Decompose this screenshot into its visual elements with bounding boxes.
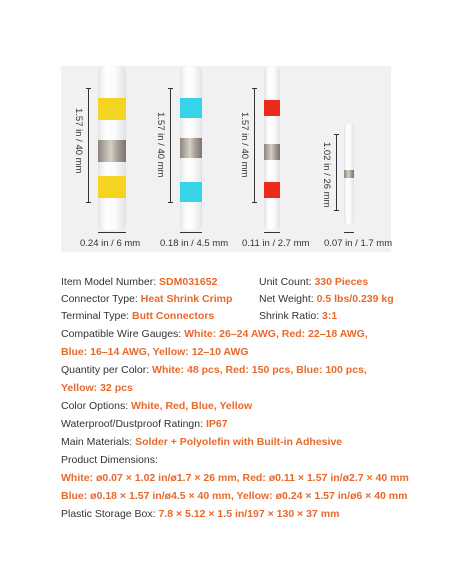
spec-quantity-cont: Yellow: 32 pcs	[61, 382, 133, 394]
spec-product-dimensions: Product Dimensions:	[61, 454, 158, 466]
red-length-tick-top	[252, 88, 257, 89]
blue-band-top	[180, 98, 202, 118]
blue-length-tick-bottom	[168, 202, 173, 203]
yellow-length-line	[88, 88, 89, 202]
spec-color-options: Color Options: White, Red, Blue, Yellow	[61, 400, 253, 412]
spec-wire-gauges: Compatible Wire Gauges: White: 26–24 AWG, Red: 22–18 AWG,	[61, 328, 368, 340]
spec-wire-gauges-cont: Blue: 16–14 AWG, Yellow: 12–10 AWG	[61, 346, 249, 358]
white-length-tick-bottom	[334, 210, 339, 211]
spec-product-dimensions-2: Blue: ø0.18 × 1.57 in/ø4.5 × 40 mm, Yellow: ø0.24 × 1.57 in/ø6 × 40 mm	[61, 490, 408, 502]
yellow-length-tick-bottom	[86, 202, 91, 203]
solder-ring	[264, 144, 280, 160]
red-diameter-line	[264, 232, 280, 233]
white-connector	[344, 124, 354, 224]
white-diameter-line	[344, 232, 354, 233]
spec-unit-count: Unit Count: 330 Pieces	[259, 276, 369, 288]
yellow-connector	[98, 66, 126, 230]
blue-band-bottom	[180, 182, 202, 202]
red-connector	[264, 66, 280, 230]
spec-terminal-type: Terminal Type: Butt Connectors	[61, 310, 215, 322]
spec-storage-box: Plastic Storage Box: 7.8 × 5.12 × 1.5 in/197 × 130 × 37 mm	[61, 508, 340, 520]
solder-ring	[180, 138, 202, 158]
spec-materials: Main Materials: Solder + Polyolefin with Built-in Adhesive	[61, 436, 343, 448]
red-length-label: 1.57 in / 40 mm	[239, 112, 250, 178]
red-band-top	[264, 100, 280, 116]
white-length-label: 1.02 in / 26 mm	[321, 142, 332, 208]
blue-connector	[180, 66, 202, 230]
red-length-tick-bottom	[252, 202, 257, 203]
yellow-length-tick-top	[86, 88, 91, 89]
solder-ring	[344, 170, 354, 178]
yellow-band-bottom	[98, 176, 126, 198]
yellow-length-label: 1.57 in / 40 mm	[73, 108, 84, 174]
white-length-line	[336, 134, 337, 210]
spec-quantity: Quantity per Color: White: 48 pcs, Red: 150 pcs, Blue: 100 pcs,	[61, 364, 367, 376]
spec-connector-type: Connector Type: Heat Shrink Crimp	[61, 293, 233, 305]
blue-length-label: 1.57 in / 40 mm	[155, 112, 166, 178]
yellow-band-top	[98, 98, 126, 120]
yellow-diameter-label: 0.24 in / 6 mm	[80, 238, 141, 249]
red-diameter-label: 0.11 in / 2.7 mm	[242, 238, 310, 249]
spec-waterproof: Waterproof/Dustproof Ratingn: IP67	[61, 418, 228, 430]
solder-ring	[98, 140, 126, 162]
spec-model: Item Model Number: SDM031652	[61, 276, 218, 288]
spec-shrink-ratio: Shrink Ratio: 3:1	[259, 310, 338, 322]
blue-length-line	[170, 88, 171, 202]
red-length-line	[254, 88, 255, 202]
blue-length-tick-top	[168, 88, 173, 89]
white-diameter-label: 0.07 in / 1.7 mm	[324, 238, 393, 249]
spec-product-dimensions-1: White: ø0.07 × 1.02 in/ø1.7 × 26 mm, Red: ø0.11 × 1.57 in/ø2.7 × 40 mm	[61, 472, 409, 484]
blue-diameter-line	[180, 232, 202, 233]
blue-diameter-label: 0.18 in / 4.5 mm	[160, 238, 229, 249]
red-band-bottom	[264, 182, 280, 198]
yellow-diameter-line	[98, 232, 126, 233]
white-length-tick-top	[334, 134, 339, 135]
spec-net-weight: Net Weight: 0.5 lbs/0.239 kg	[259, 293, 394, 305]
